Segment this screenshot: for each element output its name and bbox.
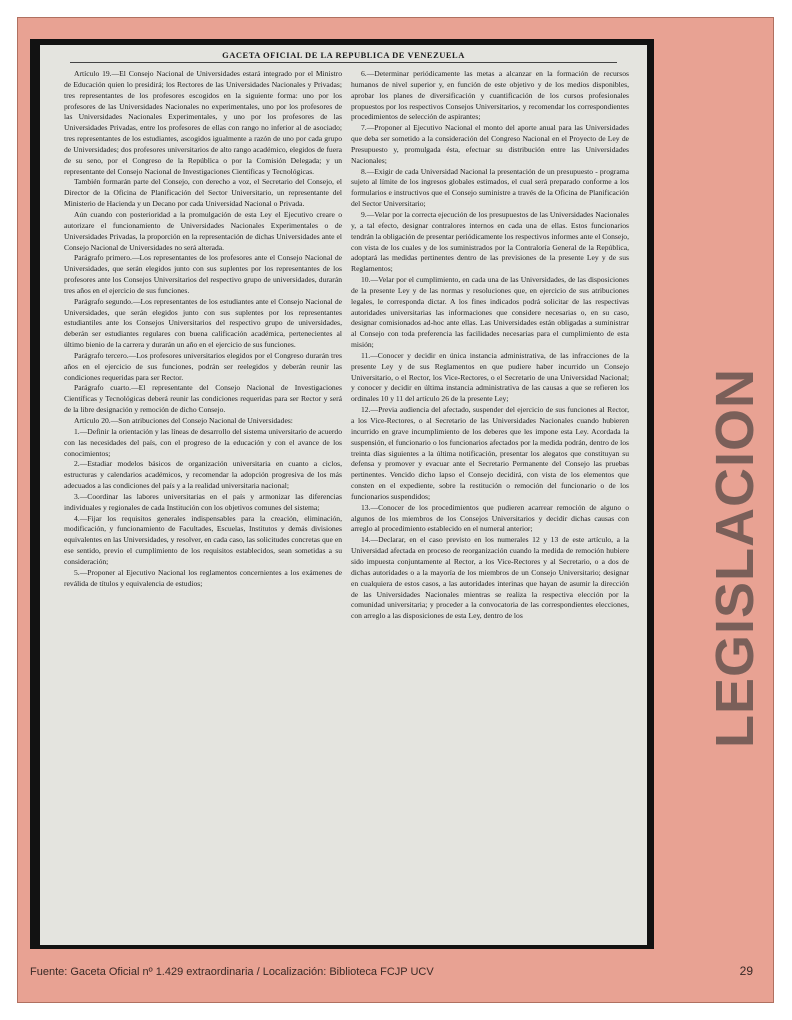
gazette-paper (40, 45, 647, 945)
gazette-paragraph: 11.—Conocer y decidir en única instancia administrativa, de las infracciones de la presente Ley y de sus Reglamentos en que pudiere haber incurrido un Consejo Universitario, o el Rector, los Vice-Rectores, o el Secretario de una Universidad Nacional; y conocer y decidir en última instancia administrativa de las causas a que se refieren los ordinales 10 y 11 del artículo 26 de la presente Ley; (351, 350, 629, 404)
source-caption: Fuente: Gaceta Oficial nº 1.429 extraordinaria / Localización: Biblioteca FCJP UCV (30, 966, 434, 978)
gazette-paragraph: 14.—Declarar, en el caso previsto en los numerales 12 y 13 de este artículo, a la Universidad afectada en proceso de reorganización cuando la medida de remoción hubiere sido impuesta conjuntamente al Rector, a los Vice-Rectores y al Secretario, o a dos de dichas autoridades o a la mayoría de los miembros de un Consejo Universitario; designar en cualquiera de estos casos, a las autoridades interinas que hayan de asumir la dirección de las Universidades Nacionales mientras se realiza la respectiva elección por la comunidad universitaria; y proceder a la convocatoria de las correspondientes elecciones, con arreglo a las disposiciones de esta Ley, dentro de los (351, 535, 629, 621)
document-page (17, 17, 774, 1003)
gazette-paragraph: Artículo 19.—El Consejo Nacional de Universidades estará integrado por el Ministro de Educación quien lo presidirá; los Rectores de las Universidades Nacionales y Privadas; tres representantes de los profesores escogidos en la siguiente forma: uno por los profesores de las Universidades Nacionales no experimentales, uno por los profesores de las Universidades Nacionales Experimentales, y uno por los profesores de las Universidades Privadas, entre los profesores de ellas con rango no inferior al de asociado; tres representantes de los estudiantes, ascogidos igualmente a razón de uno por cada grupo de Universidades; dos profesores universitarios de alto rango académico, elegidos de fuera de su seno, por el Congreso de la República o por la Comisión Delegada; y un representante del Consejo Nacional de Investigaciones Científicas y Tecnológicas. (64, 69, 342, 176)
gazette-paragraph: También formarán parte del Consejo, con derecho a voz, el Secretario del Consejo, el Director de la Oficina de Planificación del Sector Universitario, un representante del Ministerio de Hacienda y un Decano por cada Universidad Nacional o Privada. (64, 177, 342, 209)
gazette-scan (30, 39, 654, 949)
gazette-right-column (351, 69, 629, 943)
gazette-paragraph: 12.—Previa audiencia del afectado, suspender del ejercicio de sus funciones al Rector, a los Vice-Rectores, o al Secretario de las Universidades Nacionales cuando hubieren incurrido en grave incumplimiento de los deberes que les impone esta Ley. Acordada la suspensión, el funcionario o los funcionarios afectados por la medida podrán, dentro de los treinta días siguientes a la última notificación, presentar los alegatos que constituyan su defensa y promover y evacuar ante el Secretario Permanente del Consejo las pruebas pertinentes. Vencido dicho lapso el Consejo decidirá, con vista de los elementos que consten en el expediente, sobre la restitución o remoción del funcionario o de los funcionarios suspendidos; (351, 405, 629, 501)
gazette-paragraph: 5.—Proponer al Ejecutivo Nacional los reglamentos concernientes a los exámenes de reválida de títulos y equivalencia de estudios; (64, 567, 342, 588)
gazette-paragraph: Parágrafo primero.—Los representantes de los profesores ante el Consejo Nacional de Universidades, que serán elegidos junto con sus suplentes por los representantes de los profesores ante los Consejos Universitarios del respectivo grupo de universidades, durarán tres años en el ejercicio de sus funciones. (64, 253, 342, 295)
gazette-paragraph: 3.—Coordinar las labores universitarias en el país y armonizar las diferencias individuales y regionales de cada Institución con los objetivos comunes del sistema; (64, 491, 342, 512)
gazette-paragraph: Parágrafo tercero.—Los profesores universitarios elegidos por el Congreso durarán tres años en el ejercicio de sus funciones, podrán ser reelegidos y deberán reunir las condiciones requeridas para ser Rector. (64, 350, 342, 382)
gazette-paragraph: Parágrafo cuarto.—El representante del Consejo Nacional de Investigaciones Científicas y Tecnológicas deberá reunir las condiciones requeridas para ser Rector y será de la libre designación y remoción de dicho Consejo. (64, 383, 342, 415)
gazette-paragraph: Parágrafo segundo.—Los representantes de los estudiantes ante el Consejo Nacional de Universidades, que serán elegidos junto con sus suplentes por los representantes estudiantiles ante los Consejos Universitarios del respectivo grupo de universidades, deberán ser estudiantes regulares con buena calificación académica, pertenecientes al último bienio de la carrera y durarán un año en el ejercicio de sus funciones. (64, 296, 342, 350)
gazette-paragraph: 10.—Velar por el cumplimiento, en cada una de las Universidades, de las disposiciones de la presente Ley y de las normas y resoluciones que, en ejercicio de sus atribuciones legales, le corresponda dictar. A los fines indicados podrá solicitar de las respectivas autoridades universitarias las informaciones que considere necesarias o, en su caso, designar comisionados ad-hoc ante ellas. Las Universidades están obligadas a suministrar al Consejo con toda preferencia las facilidades necesarias para el cumplimiento de esta misión; (351, 275, 629, 350)
spine-label: LEGISLACION (705, 367, 765, 749)
gazette-paragraph: 2.—Estadiar modelos básicos de organización universitaria en cuanto a ciclos, estructuras y calendarios académicos, y recomendar la adopción progresiva de los más adecuados a las condiciones del país y a la realidad universitaria nacional; (64, 459, 342, 491)
gazette-paragraph: 13.—Conocer de los procedimientos que pudieren acarrear remoción de alguno o algunos de los miembros de los Consejos Universitarios y decidir dichas causas con arreglo al procedimiento establecido en el numeral anterior; (351, 502, 629, 534)
section-label (705, 168, 765, 948)
gazette-paragraph: 1.—Definir la orientación y las líneas de desarrollo del sistema universitario de acuerdo con las necesidades del país, con el progreso de la educación y con el avance de los conocimientos; (64, 426, 342, 458)
gazette-paragraph: 6.—Determinar periódicamente las metas a alcanzar en la formación de recursos humanos de nivel superior y, en función de este objetivo y de los medios disponibles, aprobar los planes de diversificación y cuantificación de los cursos profesionales propuestos por los respectivos Consejos Universitarios, y recomendar los correspondientes procedimientos de selección de aspirantes; (351, 69, 629, 122)
gazette-left-column (64, 69, 342, 943)
gazette-paragraph: 8.—Exigir de cada Universidad Nacional la presentación de un presupuesto - programa sujeto al límite de los ingresos globales estimados, el cual será preparado conforme a los formularios e instructivos que el Consejo suministre a través de la Oficina de Planificación del Sector Universitario; (351, 166, 629, 209)
gazette-paragraph: 7.—Proponer al Ejecutivo Nacional el monto del aporte anual para las Universidades que deba ser sometido a la consideración del Congreso Nacional en el Proyecto de Ley de Presupuesto y, promulgada ésta, efectuar su distribución entre las Universidades Nacionales; (351, 123, 629, 165)
page-number: 29 (739, 964, 753, 978)
gazette-paragraph: 4.—Fijar los requisitos generales indispensables para la creación, eliminación, modificación, y funcionamiento de Facultades, Escuelas, Institutos y demás divisiones equivalentes en las Universidades, y resolver, en cada caso, las solicitudes concretas que en ese sentido, previo el cumplimiento de los requisitos establecidos, sean sometidas a su consideración; (64, 513, 342, 566)
gazette-header: GACETA OFICIAL DE LA REPUBLICA DE VENEZUELA (70, 50, 617, 63)
gazette-paragraph: Aún cuando con posterioridad a la promulgación de esta Ley el Ejecutivo creare o autorizare el funcionamiento de Universidades Nacionales Experimentales o de Universidades Privadas, la proporción en la representación de dichas Universidades ante el Consejo Nacional de Universidades no será alterada. (64, 209, 342, 252)
gazette-paragraph: 9.—Velar por la correcta ejecución de los presupuestos de las Universidades Nacionales y, a tal efecto, designar contralores internos en cada una de ellas. Estos funcionarios tendrán la obligación de presentar periódicamente los respectivos informes ante el Consejo, con vista de los cuales y de los suministrados por la Contraloría General de la República, adoptará las medidas pertinentes dentro de las previsiones de la presente Ley y de sus Reglamentos; (351, 209, 629, 274)
gazette-paragraph: Artículo 20.—Son atribuciones del Consejo Nacional de Universidades: (74, 416, 293, 425)
